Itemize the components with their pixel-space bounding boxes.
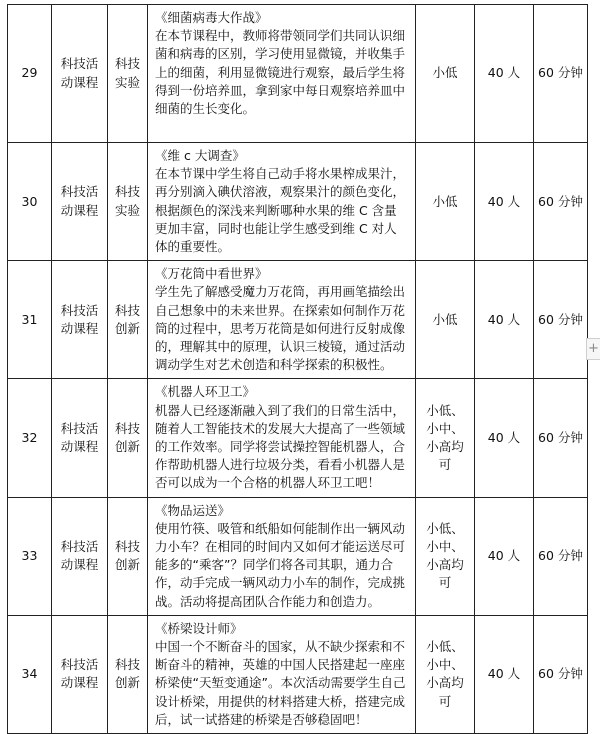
row-number: 31 — [8, 261, 52, 379]
course-type: 科技活动课程 — [52, 5, 108, 143]
course-type: 科技活动课程 — [52, 261, 108, 379]
grade-level: 小低、小中、小高均可 — [416, 615, 475, 733]
grade-level: 小低、小中、小高均可 — [416, 497, 475, 615]
course-body: 在本节课程中，教师将带领同学们共同认识细菌和病毒的区别，学习使用显微镜，并收集手上的细菌，利用显微镜进行观察，最后学生将得到一份培养皿，拿到家中每日观察培养皿中细菌的生长变化。 — [155, 28, 406, 117]
course-title: 《万花筒中看世界》 — [155, 266, 268, 282]
course-subject: 科技创新 — [108, 379, 148, 497]
table-row — [8, 261, 588, 379]
course-body: 中国一个不断奋斗的国家，从不缺少探索和不断奋斗的精神，英雄的中国人民搭建起一座座桥梁使“天堑变通途”。本次活动需要学生自己设计桥梁，用提供的材料搭建大桥，搭建完成后，试一试搭建的桥梁是否够稳固吧！ — [155, 639, 406, 727]
duration: 60 分钟 — [534, 615, 588, 733]
class-size: 40 人 — [475, 261, 534, 379]
row-number: 33 — [8, 497, 52, 615]
course-subject: 科技实验 — [108, 143, 148, 261]
course-body: 学生先了解感受魔力万花筒，再用画笔描绘出自己想象中的未来世界。在探索如何制作万花筒的过程中，思考万花筒是如何进行反射成像的，理解其中的原理，认识三棱镜，通过活动调动学生对艺术创造和科学探索的积极性。 — [155, 284, 406, 373]
course-type: 科技活动课程 — [52, 379, 108, 497]
grade-level: 小低、小中、小高均可 — [416, 379, 475, 497]
table-row — [8, 379, 588, 497]
duration: 60 分钟 — [534, 143, 588, 261]
table-row — [8, 615, 588, 733]
duration: 60 分钟 — [534, 261, 588, 379]
course-description — [148, 261, 416, 379]
duration: 60 分钟 — [534, 497, 588, 615]
row-number: 29 — [8, 5, 52, 143]
course-type: 科技活动课程 — [52, 143, 108, 261]
grade-level: 小低 — [416, 261, 475, 379]
course-title: 《维 c 大调查》 — [155, 148, 245, 163]
duration: 60 分钟 — [534, 5, 588, 143]
grade-level: 小低 — [416, 143, 475, 261]
duration: 60 分钟 — [534, 379, 588, 497]
course-title: 《桥梁设计师》 — [155, 620, 243, 636]
course-body: 在本节课中学生将自己动手将水果榨成果汁，再分别滴入碘伏溶液，观察果汁的颜色变化，根据颜色的深浅来判断哪种水果的维 C 含量更加丰富，同时也能让学生感受到维 C 对人体的重要性。 — [155, 166, 406, 255]
expand-plus-icon[interactable]: + — [586, 338, 600, 360]
course-title: 《机器人环卫工》 — [155, 384, 256, 400]
course-description — [148, 5, 416, 143]
class-size: 40 人 — [475, 5, 534, 143]
class-size: 40 人 — [475, 143, 534, 261]
row-number: 30 — [8, 143, 52, 261]
course-table — [7, 4, 588, 734]
row-number: 32 — [8, 379, 52, 497]
course-description — [148, 379, 416, 497]
course-title: 《物品运送》 — [155, 502, 231, 518]
course-subject: 科技创新 — [108, 497, 148, 615]
course-body: 机器人已经逐渐融入到了我们的日常生活中，随着人工智能技术的发展大大提高了一些领域的工作效率。同学将尝试操控智能机器人，合作帮助机器人进行垃圾分类，看看小机器人是否可以成为一个合格的机器人环卫工吧！ — [155, 402, 406, 491]
course-subject: 科技实验 — [108, 5, 148, 143]
course-description — [148, 497, 416, 615]
row-number: 34 — [8, 615, 52, 733]
course-subject: 科技创新 — [108, 261, 148, 379]
grade-level: 小低 — [416, 5, 475, 143]
course-description — [148, 143, 416, 261]
table-row — [8, 5, 588, 143]
course-body: 使用竹筷、吸管和纸船如何能制作出一辆风动力小车？在相同的时间内又如何才能运送尽可能多的“乘客”？同学们将各司其职，通力合作，动手完成一辆风动力小车的制作，完成挑战。活动将提高团队合作能力和创造力。 — [155, 520, 406, 609]
course-type: 科技活动课程 — [52, 497, 108, 615]
class-size: 40 人 — [475, 615, 534, 733]
course-subject: 科技创新 — [108, 615, 148, 733]
course-type: 科技活动课程 — [52, 615, 108, 733]
table-row — [8, 143, 588, 261]
class-size: 40 人 — [475, 379, 534, 497]
course-title: 《细菌病毒大作战》 — [155, 10, 268, 25]
course-description — [148, 615, 416, 733]
table-row — [8, 497, 588, 615]
class-size: 40 人 — [475, 497, 534, 615]
